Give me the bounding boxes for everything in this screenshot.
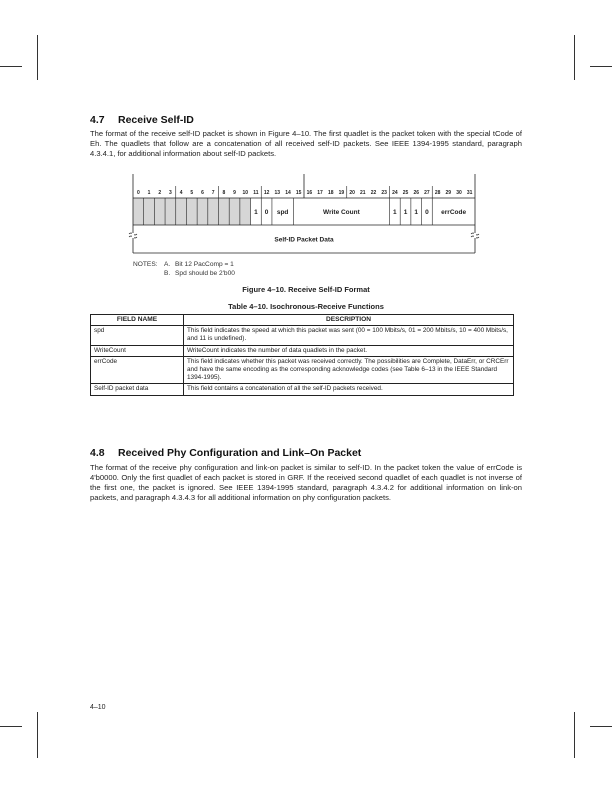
section-4-8-body: The format of the receive phy configuration and link-on packet is similar to self-ID. In the packet token the value of errCode is 4'b0000. Only the first quadlet of each packet is stored in GRF. If the received second quadlet of each quadlet is not inverse of the first one, the packet is ignored. See IEEE 1394-1995 standard, paragraph 4.3.4.2 for additional information on link-on packets, and paragraph 4.3.4.3 for all additional information on phy configuration packets. xyxy=(90,463,522,502)
section-heading-4-8 xyxy=(90,447,361,459)
bit-number-label: 31 xyxy=(466,190,473,196)
bit-24-field: 1 xyxy=(393,209,397,216)
section-number: 4.7 xyxy=(90,114,105,126)
bit-number-label: 16 xyxy=(306,190,313,196)
bit-number-label: 10 xyxy=(242,190,248,196)
break-gap xyxy=(474,233,476,238)
reserved-bits-shading xyxy=(133,198,251,225)
figure-notes xyxy=(133,261,235,278)
bit-number-label: 8 xyxy=(222,190,226,196)
bit-number-label: 27 xyxy=(424,190,430,196)
bit-number-label: 11 xyxy=(253,190,259,196)
section-4-7-body: The format of the receive self-ID packet is shown in Figure 4–10. The first quadlet is the packet token with the special tCode of Eh. The quadlets that follow are a concatenation of all received self-ID packets. See IEEE 1394-1995 standard, paragraph 4.3.4.1, for additional information about self-ID packets. xyxy=(90,129,522,158)
note-text: Spd should be 2'b00 xyxy=(175,269,235,277)
notes-label: NOTES: xyxy=(133,261,158,268)
description-cell: This field contains a concatenation of all the self-ID packets received. xyxy=(184,384,514,395)
section-title: Received Phy Configuration and Link–On Packet xyxy=(118,447,362,459)
table-row xyxy=(91,384,514,395)
bit-number-label: 15 xyxy=(295,190,302,196)
field-name-cell: Self-ID packet data xyxy=(91,384,184,395)
bit-number-label: 3 xyxy=(169,190,172,196)
bit-number-label: 1 xyxy=(147,190,151,196)
crop-mark xyxy=(574,712,575,758)
bit-number-label: 17 xyxy=(317,190,323,196)
crop-mark xyxy=(0,726,22,727)
crop-mark xyxy=(590,726,612,727)
field-name-cell: errCode xyxy=(91,356,184,384)
err-code-field: errCode xyxy=(441,209,467,216)
bit-number-label: 12 xyxy=(263,190,270,196)
table-row xyxy=(91,345,514,356)
bit-number-label: 20 xyxy=(349,190,355,196)
spd-field: spd xyxy=(276,209,289,216)
bit-number-label: 13 xyxy=(274,190,281,196)
table-row xyxy=(91,356,514,384)
description-cell: This field indicates whether this packet was received correctly. The possibilities are Complete, DataErr, or CRCErr and have the same encoding as the corresponding acknowledge codes (see Table 6–13 in the IEEE Standard 1394-1995). xyxy=(184,356,514,384)
bit-number-label: 26 xyxy=(413,190,419,196)
self-id-packet-data-field: Self-ID Packet Data xyxy=(274,236,334,244)
description-cell: WriteCount indicates the number of data quadlets in the packet. xyxy=(184,345,514,356)
write-count-field: Write Count xyxy=(323,209,360,216)
bit-number-label: 9 xyxy=(233,190,236,196)
column-header: DESCRIPTION xyxy=(184,315,514,326)
isochronous-receive-functions-table xyxy=(90,314,514,396)
bit-number-label: 19 xyxy=(338,190,345,196)
page-number: 4–10 xyxy=(90,704,106,711)
bit-26-field: 1 xyxy=(414,209,419,216)
section-number: 4.8 xyxy=(90,447,105,459)
bit-number-label: 6 xyxy=(201,190,204,196)
self-id-format-diagram xyxy=(0,0,612,270)
bit-number-label: 25 xyxy=(402,190,409,196)
note-letter: B. xyxy=(164,269,171,277)
table-caption: Table 4–10. Isochronous-Receive Functions xyxy=(228,302,384,311)
bit-number-label: 22 xyxy=(370,190,377,196)
field-name-cell: spd xyxy=(91,326,184,345)
table-header-row xyxy=(91,315,514,326)
description-cell: This field indicates the speed at which this packet was sent (00 = 100 Mbits/s, 01 = 200 Mbits/s, 10 = 400 Mbits/s, and 11 is undefined). xyxy=(184,326,514,345)
bit-27-field: 0 xyxy=(425,209,429,216)
field-name-cell: WriteCount xyxy=(91,345,184,356)
table-row xyxy=(91,326,514,345)
bit-number-label: 23 xyxy=(381,190,387,196)
column-header: FIELD NAME xyxy=(91,315,184,326)
figure-caption: Figure 4–10. Receive Self-ID Format xyxy=(242,285,370,294)
bit-number-label: 7 xyxy=(211,190,215,196)
note-text: Bit 12 PacComp = 1 xyxy=(175,261,234,268)
bit-number-label: 2 xyxy=(158,190,162,196)
bit-number-label: 18 xyxy=(327,190,334,196)
bit-number-label: 30 xyxy=(456,190,462,196)
bit-number-label: 14 xyxy=(285,190,291,196)
bit-number-label: 4 xyxy=(179,190,183,196)
section-title: Receive Self-ID xyxy=(118,114,194,126)
note-letter: A. xyxy=(164,261,171,268)
bit-number-label: 29 xyxy=(445,190,452,196)
bit-25-field: 1 xyxy=(403,209,408,216)
crop-mark xyxy=(37,712,38,758)
bit-12-field: 0 xyxy=(264,209,269,216)
bit-11-field: 1 xyxy=(254,209,258,216)
bit-number-label: 24 xyxy=(392,190,398,196)
break-gap xyxy=(132,233,134,238)
bit-number-label: 21 xyxy=(360,190,366,196)
bit-number-label: 5 xyxy=(190,190,194,196)
bit-number-label: 0 xyxy=(136,190,140,196)
bit-number-label: 28 xyxy=(434,190,441,196)
